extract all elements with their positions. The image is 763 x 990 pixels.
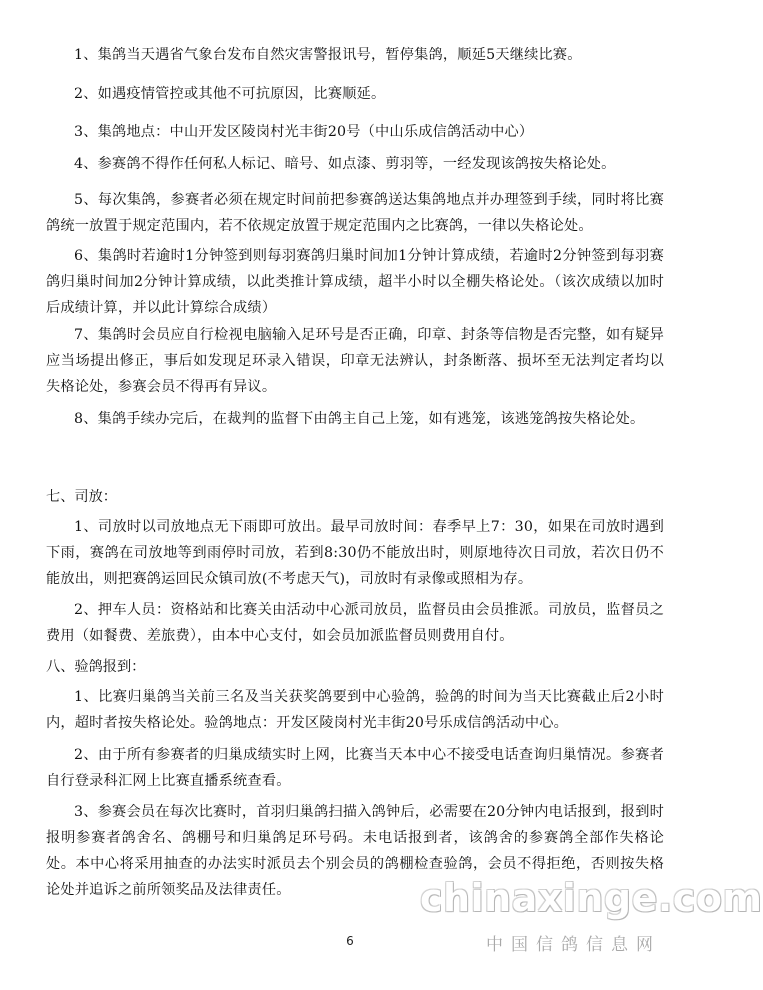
rule-paragraph-2: 2、如遇疫情管控或其他不可抗原因，比赛顺延。: [74, 86, 386, 102]
verification-paragraph-2: 2、由于所有参赛者的归巢成绩实时上网，比赛当天本中心不接受电话查询归巢情况。参赛者自行登录科汇网上比赛直播系统查看。: [46, 747, 664, 789]
watermark-domain: chinaxinge.com: [420, 876, 763, 920]
rule-paragraph-8: 8、集鸽手续办完后，在裁判的监督下由鸽主自己上笼，如有逃笼，该逃笼鸽按失格论处。: [74, 411, 645, 427]
section-heading-verification: 八、验鸽报到：: [46, 659, 146, 675]
verification-paragraph-1: 1、比赛归巢鸽当关前三名及当关获奖鸽要到中心验鸽，验鸽的时间为当天比赛截止后2小时内，超时者按失格论处。验鸽地点：开发区陵岗村光丰街20号乐成信鸽活动中心。: [46, 689, 664, 731]
page-number: 6: [346, 934, 354, 948]
rule-paragraph-1: 1、集鸽当天遇省气象台发布自然灾害警报讯号，暂停集鸽，顺延5天继续比赛。: [74, 47, 582, 63]
section-heading-release: 七、司放：: [46, 489, 117, 505]
watermark-site-name: 中国信鸽信息网: [486, 935, 661, 955]
release-paragraph-1: 1、司放时以司放地点无下雨即可放出。最早司放时间：春季早上7：30，如果在司放时遇到下雨，赛鸽在司放地等到雨停时司放，若到8:30仍不能放出时，则原地待次日司放，若次日仍不能放出，则把赛鸽运回民众镇司放(不考虑天气)，司放时有录像或照相为存。: [46, 519, 664, 587]
rule-paragraph-4: 4、参赛鸽不得作任何私人标记、暗号、如点漆、剪羽等，一经发现该鸽按失格论处。: [74, 156, 616, 172]
rule-paragraph-5: 5、每次集鸽，参赛者必须在规定时间前把参赛鸽送达集鸽地点并办理签到手续，同时将比赛鸽统一放置于规定范围内，若不依规定放置于规定范围内之比赛鸽，一律以失格论处。: [46, 192, 664, 234]
verification-paragraph-3: 3、参赛会员在每次比赛时，首羽归巢鸽扫描入鸽钟后，必需要在20分钟内电话报到，报到时报明参赛者鸽舍名、鸽棚号和归巢鸽足环号码。未电话报到者，该鸽舍的参赛鸽全部作失格论处。本中心将采用抽查的办法实时派员去个别会员的鸽棚检查验鸽，会员不得拒绝，否则按失格论处并追诉之前所领奖品及法律责任。: [46, 804, 664, 898]
rule-paragraph-6: 6、集鸽时若逾时1分钟签到则每羽赛鸽归巢时间加1分钟计算成绩，若逾时2分钟签到每羽赛鸽归巢时间加2分钟计算成绩，以此类推计算成绩，超半小时以全棚失格论处。（该次成绩以加时后成绩计算，并以此计算综合成绩）: [46, 248, 664, 316]
rule-paragraph-7: 7、集鸽时会员应自行检视电脑输入足环号是否正确，印章、封条等信物是否完整，如有疑异应当场提出修正，事后如发现足环录入错误，印章无法辨认，封条断落、损坏至无法判定者均以失格论处，参赛会员不得再有异议。: [46, 327, 664, 395]
release-paragraph-2: 2、押车人员：资格站和比赛关由活动中心派司放员，监督员由会员推派。司放员，监督员之费用（如餐费、差旅费），由本中心支付，如会员加派监督员则费用自付。: [46, 602, 664, 644]
rule-paragraph-3: 3、集鸽地点：中山开发区陵岗村光丰街20号（中山乐成信鸽活动中心）: [74, 124, 534, 140]
